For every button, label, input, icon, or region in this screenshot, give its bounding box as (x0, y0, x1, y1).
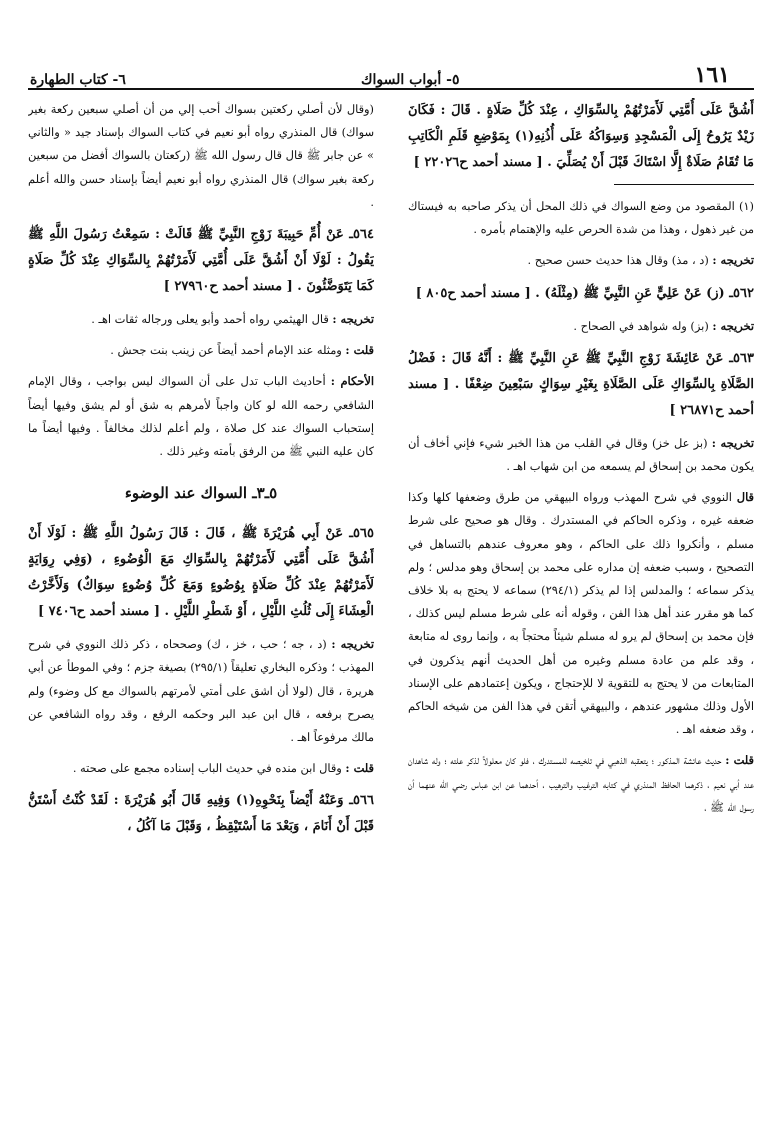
page-number: ١٦١ (694, 62, 730, 88)
takhrij-text: (د ، جه ؛ حب ، خز ، ك) وصححاه ، ذكر ذلك النووي في شرح المهذب ؛ وذكره البخاري تعليقاً (٢٩٥/١) بصيغة جزم ؛ وفي الموطأ عن أبي هريرة ، قال (لولا أن اشق على أمتي لأمرتهم بالسواك مع كل وضوء) ولم يصرح برفعه ، قال ابن عبد البر وحكمه الرفع ، وقد رواه الشافعي عن مالك مرفوعاً اهـ . (28, 637, 374, 745)
hadith-paragraph: ٥٦٥ـ عَنْ أَبِي هُرَيْرَةَ ﷺ ، قَالَ : قَالَ رَسُولُ اللَّهِ ﷺ : لَوْلَا أَنْ أَشُقَّ عَلَى أُمَّتِي لَأَمَرْتُهُمْ بِالسِّوَاكِ مَعَ الْوُضُوءِ ، (وَفِي رِوَايَةٍ لَأَمَرْتُهُمْ عِنْدَ كُلِّ صَلَاةٍ بِوُضُوءٍ وَمَعَ كُلِّ وُضُوءٍ سِوَاكٌ) وَلَأَخَّرْتُ الْعِشَاءَ إِلَى ثُلُثِ اللَّيْلِ ، أَوْ شَطْرِ اللَّيْلِ . [ مسند أحمد ح٧٤٠٦ ] (28, 526, 374, 620)
hadith-paragraph: أَشُقَّ عَلَى أُمَّتِي لَأَمَرْتُهُمْ بِالسِّوَاكِ ، عِنْدَ كُلِّ صَلَاةٍ . قَالَ : فَكَانَ زَيْدٌ يَرُوحُ إِلَى الْمَسْجِدِ وَسِوَاكُهُ عَلَى أُذُنِهِ(١) بِمَوْضِعِ قَلَمِ الْكَاتِبِ مَا تُقَامُ صَلَاةٌ إِلَّا اسْتَاكَ قَبْلَ أَنْ يُصَلِّيَ . [ مسند أحمد ح٢٢٠٢٦ ] (408, 103, 754, 170)
takhrij-paragraph (28, 633, 374, 749)
takhrij-label: تخريجه : (331, 637, 374, 652)
takhrij-paragraph (408, 432, 754, 478)
note-text: وقال ابن منده في حديث الباب إسناده مجمع على صحته . (72, 761, 346, 776)
left-column (28, 98, 374, 1108)
running-header (28, 58, 754, 90)
note-text: ومثله عند الإمام أحمد أيضاً عن زينب بنت جحش . (110, 343, 346, 358)
footnote-divider (614, 184, 754, 185)
hadith-paragraph: ٥٦٢ـ (ز) عَنْ عَلِيٍّ عَنِ النَّبِيِّ ﷺ (مِثْلَهُ) . [ مسند أحمد ح٨٠٥ ] (415, 285, 754, 301)
book-title: ٦- كتاب الطهارة (30, 72, 126, 88)
commentary-text: حديث عائشة المذكور ؛ يتعقبه الذهبي في تلخيصه للمستدرك ، فلو كان معلولاً لذكر علته ؛ وله شاهدان عند أبي نعيم ، ذكرهما الحافظ المنذري في كتابه الترغيب والترهيب ، أحدهما عن ابن عباس رضي الله عنهما أن رسول الله ﷺ ، (408, 753, 754, 814)
takhrij-label: تخريجه : (332, 312, 374, 327)
takhrij-text: (بز عل خز) وقال في القلب من هذا الخبر شيء فإني أخاف أن يكون محمد بن إسحاق لم يسمعه من ابن شهاب اهـ . (408, 435, 754, 474)
rulings-label: الأحكام : (330, 374, 374, 389)
right-column (408, 98, 754, 1108)
hadith-paragraph: ٥٦٤ـ عَنْ أُمِّ حَبِيبَةَ زَوْجِ النَّبِيِّ ﷺ قَالَتْ : سَمِعْتُ رَسُولَ اللَّهِ ﷺ يَقُولُ : لَوْلَا أَنْ أَشُقَّ عَلَى أُمَّتِي لَأَمَرْتُهُمْ بِالسِّوَاكِ عِنْدَ كُلِّ صَلَاةٍ كَمَا يَتَوَضَّئُونَ . [ مسند أحمد ح٢٧٩٦٠ ] (28, 227, 374, 295)
takhrij-text: (بز) وله شواهد في الصحاح . (573, 318, 713, 333)
footnote-paragraph: (١) المقصود من وضع السواك في ذلك المحل أن يذكر صاحبه به فيستاك من غير ذهول ، وهذا من شدة الحرص عليه والإهتمام بأمره . (408, 199, 754, 237)
takhrij-label: تخريجه : (711, 435, 754, 450)
hadith-paragraph: ٥٦٦ـ وَعَنْهُ أَيْضاً بِنَحْوِهِ(١) وَفِيهِ قَالَ أَبُو هُرَيْرَةَ : لَقَدْ كُنْتُ أَسْتَنُّ قَبْلَ أَنْ أَنَامَ ، وَبَعْدَ مَا أَسْتَيْقِظُ ، وَقَبْلَ مَا آكُلُ ، (28, 793, 374, 835)
book-page (28, 58, 754, 1118)
takhrij-text: قال الهيثمي رواه أحمد وأبو يعلى ورجاله ثقات اهـ . (91, 312, 333, 327)
takhrij-label: تخريجه : (712, 253, 754, 268)
note-paragraph (28, 757, 374, 780)
note-label: قلت : (345, 343, 374, 358)
text-paragraph: (وقال لأن أصلي ركعتين بسواك أحب إلي من أن أصلي سبعين ركعة بغير سواك) قال المنذري رواه أبو نعيم في كتاب السواك بإسناد جيد « والثاني » عن جابر ﷺ قال قال رسول الله ﷺ (ركعتان بالسواك أفضل من سبعين ركعة بغير سواك) قال المنذري رواه أبو نعيم أيضاً بإسناد حسن والله أعلم . (28, 102, 374, 209)
commentary-text: النووي في شرح المهذب ورواه البيهقي من طرق وضعفها كلها وكذا ضعفه غيره ، وذكره الحاكم في المستدرك . وقال هو صحيح على شرط مسلم ، وأنكروا ذلك على الحاكم ، وهو معروف عندهم بالتساهل في التصحيح ، وسبب ضعفه إن مداره على محمد بن إسحاق وهو مدلس ؛ ولم يذكر سماعه ؛ والمدلس إذا لم يذكر (٢٩٤/١) سماعه لا يحتج به بلا خلاف كما هو مقرر عند أهل هذا الفن ، وقوله أنه على شرط مسلم ليس كذلك ، فإن محمد بن إسحاق لم يرو له مسلم شيئاً محتجاً به ، وإنما روى له متابعة ، وقد علم من عادة مسلم وغيره من أهل الحديث أنهم يذكرون في المتابعات من لا يحتج به للتقوية لا للإحتجاج ، ويكون إعتمادهم على الإسناد الأول وذلك مشهور عندهم ، والبيهقي أتقن في هذا الفن من شيخه الحاكم ، وقد ضعفه اهـ . (408, 490, 754, 737)
commentary-label: قلت : (725, 753, 754, 768)
hadith-paragraph: ٥٦٣ـ عَنْ عَائِشَةَ زَوْجِ النَّبِيِّ ﷺ عَنِ النَّبِيِّ ﷺ : أَنَّهُ قَالَ : فَضْلُ الصَّلَاةِ بِالسِّوَاكِ عَلَى الصَّلَاةِ بِغَيْرِ سِوَاكٍ سَبْعِينَ ضِعْفًا . [ مسند أحمد ح٢٦٨٧١ ] (408, 350, 754, 418)
section-heading: ٥ـ٣ـ السواك عند الوضوء (124, 484, 278, 503)
takhrij-text: (د ، مذ) وقال هذا حديث حسن صحيح . (527, 253, 713, 268)
commentary-label: قال (736, 490, 754, 505)
takhrij-paragraph (408, 315, 754, 338)
chapter-title: ٥- أبواب السواك (360, 72, 460, 88)
commentary-paragraph (408, 749, 754, 819)
commentary-paragraph (408, 486, 754, 741)
takhrij-paragraph (408, 249, 754, 272)
takhrij-paragraph (28, 308, 374, 331)
takhrij-label: تخريجه : (712, 318, 754, 333)
note-paragraph (28, 339, 374, 362)
rulings-text: أحاديث الباب تدل على أن السواك ليس بواجب ، وقال الإمام الشافعي رحمه الله لو كان واجباً لأمرهم به شق أو لم يشق وفيها أيضاً إستحباب السواك عند كل صلاة ، ولم أعلم لذلك مخالفاً . وفيها أيضاً ما كان عليه النبي ﷺ من الرفق بأمته وغير ذلك . (28, 374, 374, 459)
rulings-paragraph (28, 370, 374, 463)
note-label: قلت : (345, 761, 374, 776)
